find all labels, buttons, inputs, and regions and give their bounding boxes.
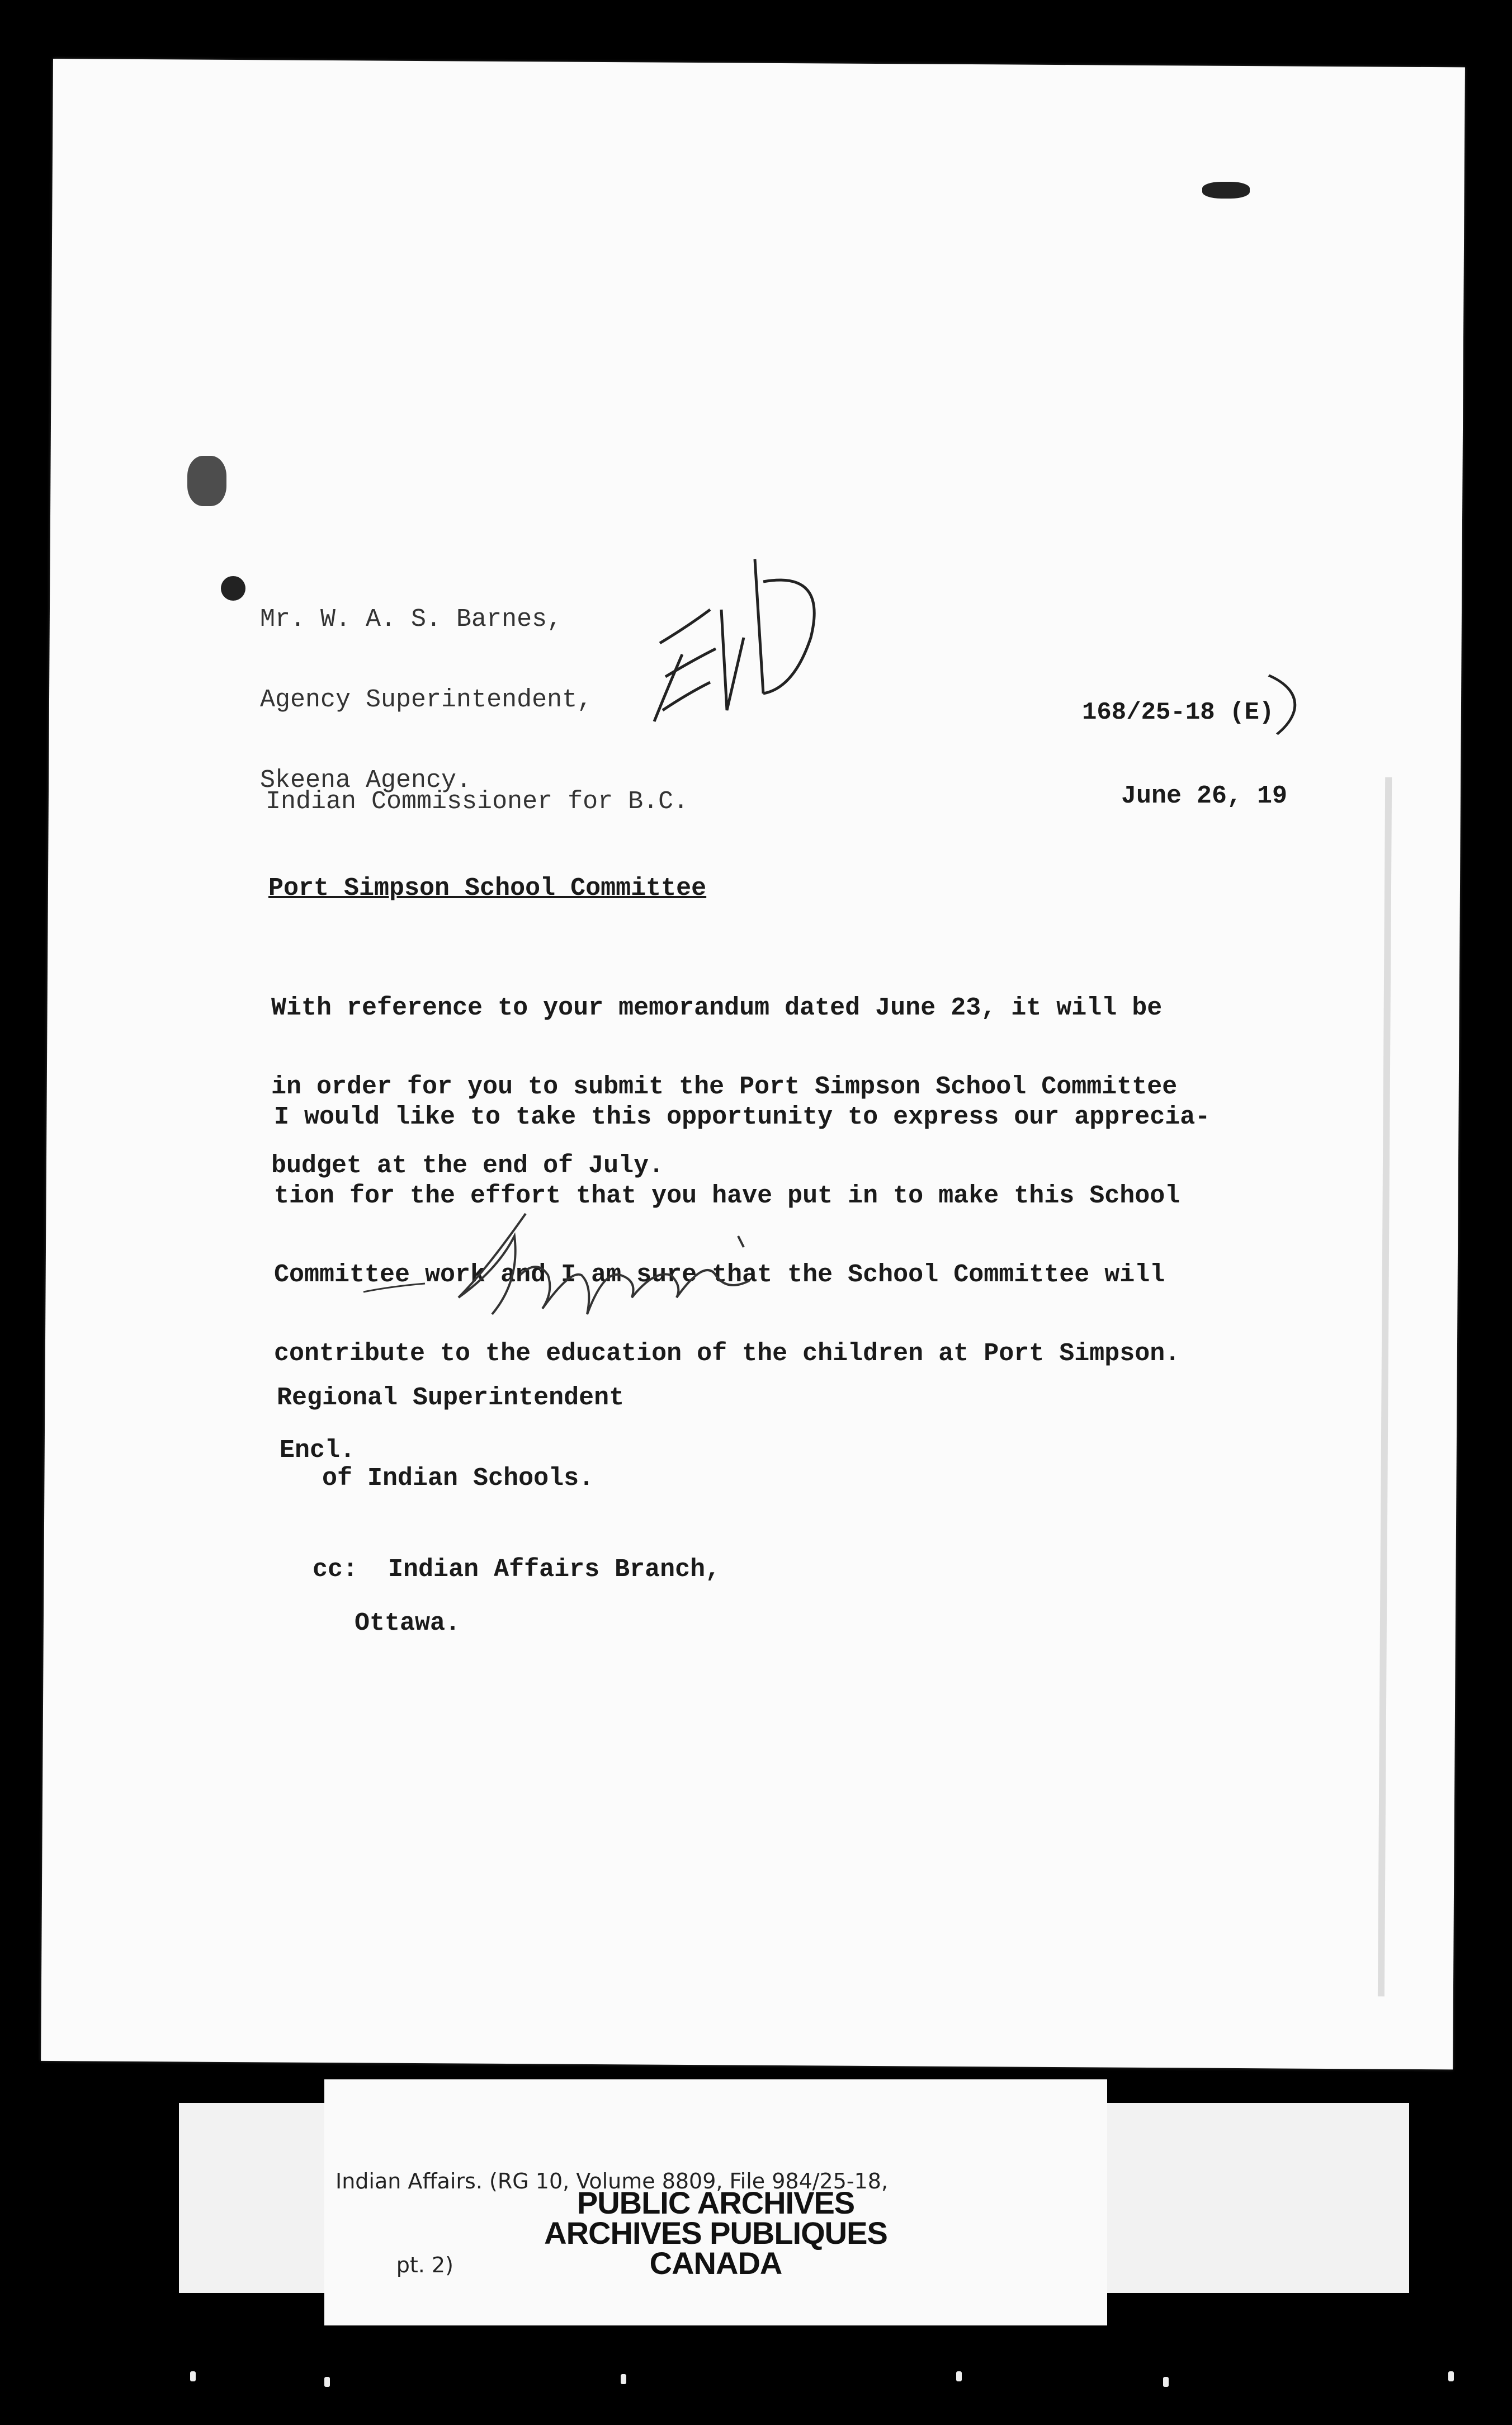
letter-date: June 26, 19: [1121, 782, 1288, 810]
cc-block: [282, 1530, 720, 1664]
film-speck: [621, 2374, 626, 2384]
body-line: Committee work and I am sure that the School Committee will: [274, 1261, 1165, 1289]
cc-recipient: Indian Affairs Branch,: [388, 1555, 721, 1584]
film-speck: [324, 2377, 330, 2387]
body-line: With reference to your memorandum dated June 23, it will be: [271, 994, 1163, 1022]
archive-name-line: CANADA: [649, 2245, 782, 2281]
addressee-line: Agency Superintendent,: [260, 686, 593, 714]
handwritten-signature: [358, 1202, 760, 1325]
body-line: in order for you to submit the Port Simpson School Committee: [271, 1073, 1178, 1101]
archive-name: [324, 2185, 1107, 2281]
film-speck: [1448, 2371, 1454, 2381]
stain-mark: [187, 456, 226, 506]
ink-blot: [1202, 182, 1250, 199]
subject-line: Port Simpson School Committee: [268, 874, 707, 903]
film-speck: [1163, 2377, 1169, 2387]
archive-reference-line: Indian Affairs. (RG 10, Volume 8809, File 984/25-18,: [336, 2169, 889, 2193]
addressee-line: Mr. W. A. S. Barnes,: [260, 605, 563, 634]
film-speck: [190, 2371, 196, 2381]
addressee-block: [260, 553, 592, 821]
sender-line: Indian Commissioner for B.C.: [266, 787, 689, 816]
signature-title: [277, 1331, 624, 1519]
film-speck: [956, 2371, 962, 2381]
file-reference: 168/25-18 (E): [1082, 699, 1274, 726]
body-line: I would like to take this opportunity to express our apprecia-: [274, 1103, 1211, 1131]
archive-reference-line: pt. 2): [336, 2253, 453, 2277]
signature-title-line: Regional Superintendent: [277, 1384, 625, 1412]
body-line: budget at the end of July.: [271, 1152, 664, 1180]
addressee-line: Skeena Agency.: [260, 766, 472, 795]
signature-title-line: of Indian Schools.: [277, 1464, 594, 1493]
archive-name-line: ARCHIVES PUBLIQUES: [544, 2215, 887, 2251]
handwritten-initials: [643, 526, 856, 738]
paper-fold-shadow: [1378, 777, 1392, 1997]
enclosure-note: Encl.: [280, 1436, 356, 1465]
cc-recipient: Ottawa.: [355, 1609, 461, 1638]
body-line: contribute to the education of the children at Port Simpson.: [274, 1339, 1180, 1368]
punch-hole: [221, 576, 245, 601]
archive-name-line: PUBLIC ARCHIVES: [577, 2185, 855, 2220]
cc-label: cc:: [313, 1555, 358, 1584]
body-line: tion for the effort that you have put in to make this School: [274, 1182, 1180, 1210]
